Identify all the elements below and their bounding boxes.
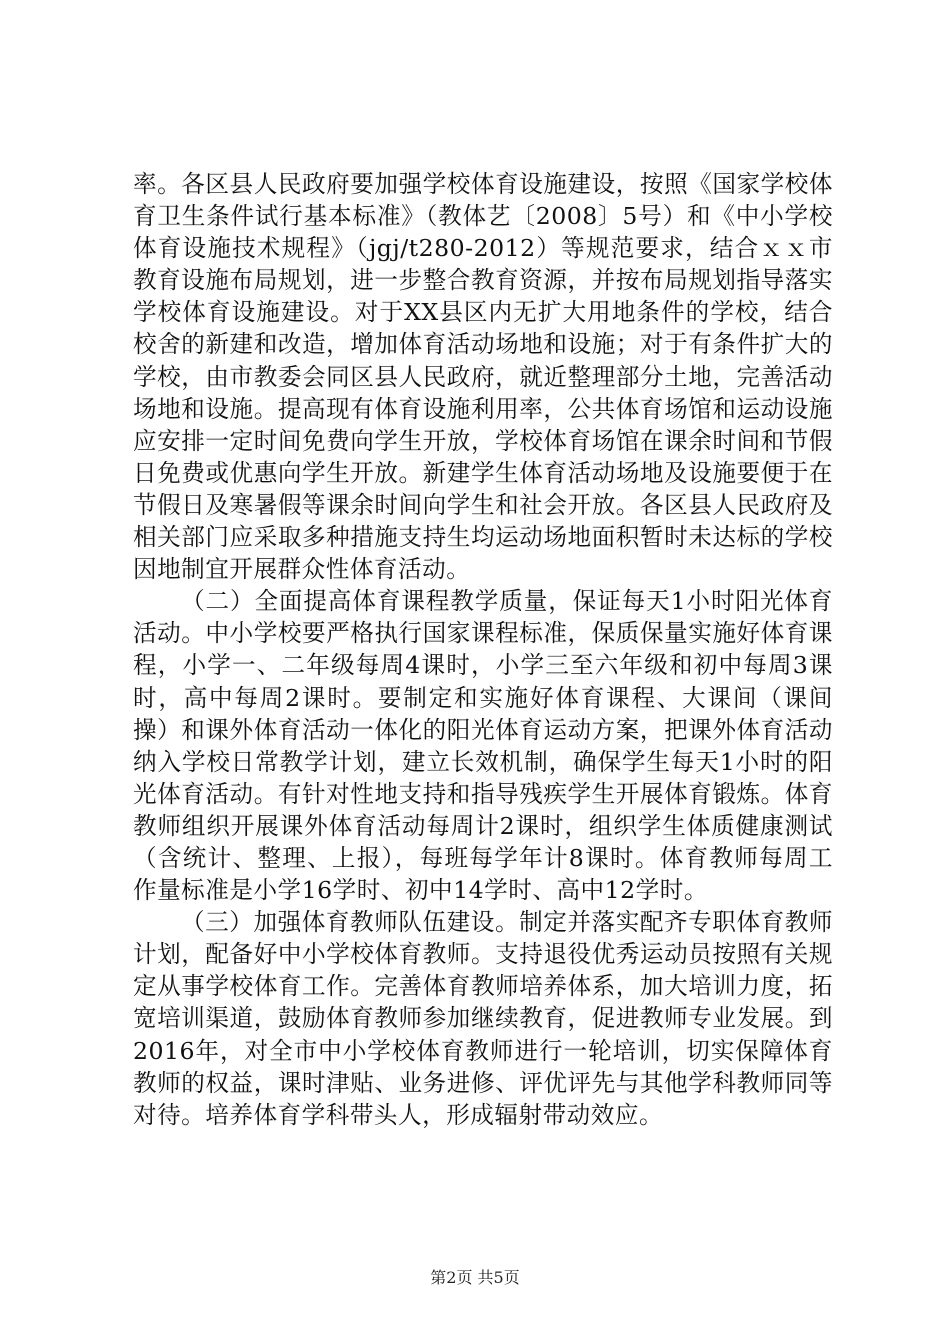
paragraph-curriculum-quality: （二）全面提高体育课程教学质量，保证每天1小时阳光体育活动。中小学校要严格执行国家课程标准，保质保量实施好体育课程，小学一、二年级每周4课时，小学三至六年级和初中每周3课时，高中每周2课时。要制定和实施好体育课程、大课间（课间操）和课外体育活动一体化的阳光体育运动方案，把课外体育活动纳入学校日常教学计划，建立长效机制，确保学生每天1小时的阳光体育活动。有针对性地支持和指导残疾学生开展体育锻炼。体育教师组织开展课外体育活动每周计2课时，组织学生体质健康测试（含统计、整理、上报），每班每学年计8课时。体育教师每周工作量标准是小学16学时、初中14学时、高中12学时。	[133, 587, 833, 905]
document-body	[133, 168, 833, 1131]
paragraph-facilities: 率。各区县人民政府要加强学校体育设施建设，按照《国家学校体育卫生条件试行基本标准》（教体艺〔2008〕5号）和《中小学校体育设施技术规程》（jgj/t280-2012）等规范要求，结合ｘｘ市教育设施布局规划，进一步整合教育资源，并按布局规划指导落实学校体育设施建设。对于XX县区内无扩大用地条件的学校，结合校舍的新建和改造，增加体育活动场地和设施；对于有条件扩大的学校，由市教委会同区县人民政府，就近整理部分土地，完善活动场地和设施。提高现有体育设施利用率，公共体育场馆和运动设施应安排一定时间免费向学生开放，学校体育场馆在课余时间和节假日免费或优惠向学生开放。新建学生体育活动场地及设施要便于在节假日及寒暑假等课余时间向学生和社会开放。各区县人民政府及相关部门应采取多种措施支持生均运动场地面积暂时未达标的学校因地制宜开展群众性体育活动。	[133, 170, 833, 584]
paragraph-teacher-team: （三）加强体育教师队伍建设。制定并落实配齐专职体育教师计划，配备好中小学校体育教师。支持退役优秀运动员按照有关规定从事学校体育工作。完善体育教师培养体系，加大培训力度，拓宽培训渠道，鼓励体育教师参加继续教育，促进教师专业发展。到2016年，对全市中小学校体育教师进行一轮培训，切实保障体育教师的权益，课时津贴、业务进修、评优评先与其他学科教师同等对待。培养体育学科带头人，形成辐射带动效应。	[133, 908, 833, 1129]
page-number-footer: 第2页 共5页	[430, 1268, 520, 1287]
